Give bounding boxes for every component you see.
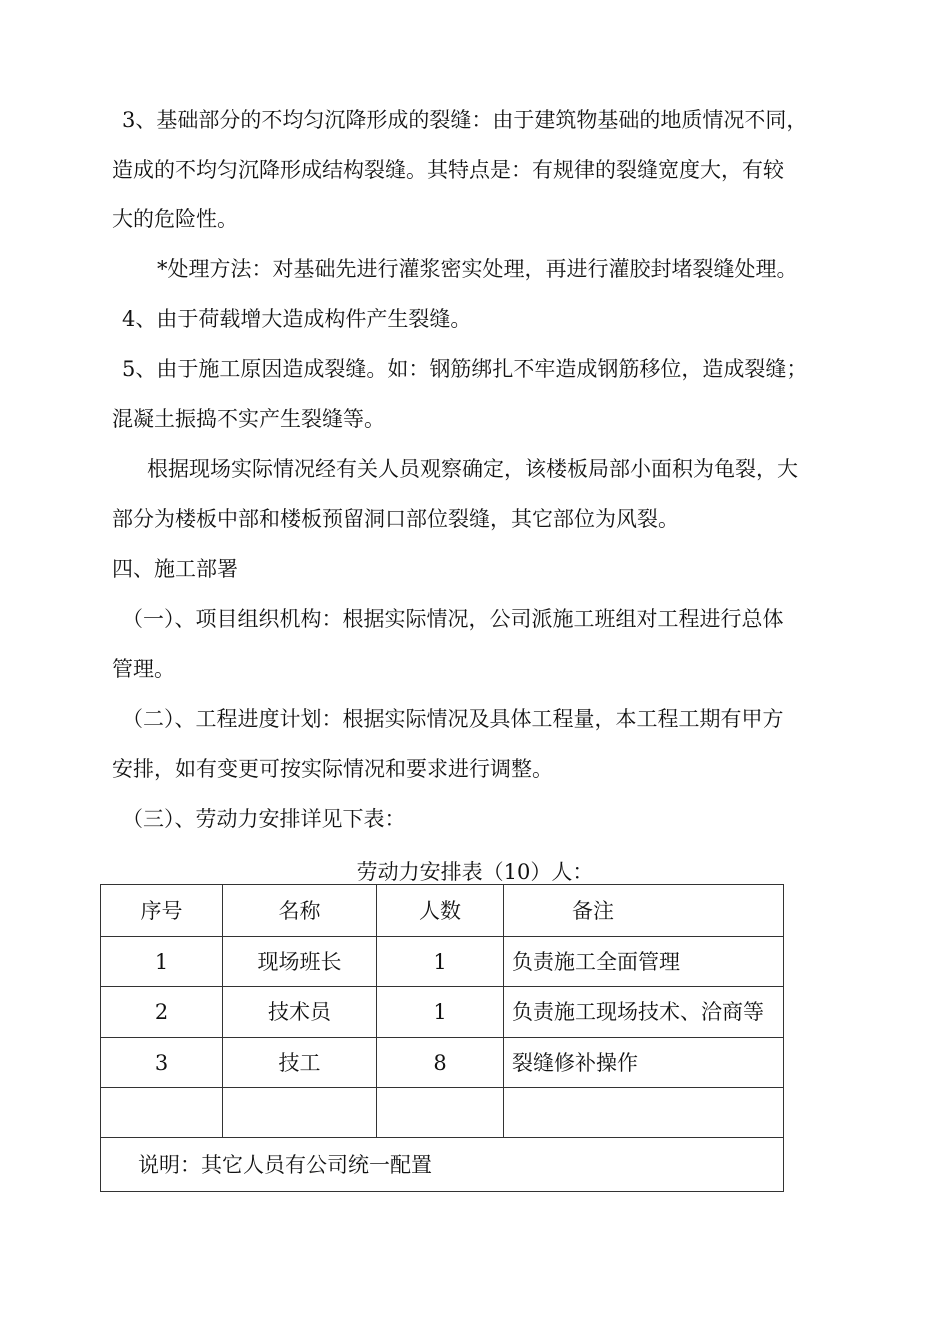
row-count: 1 [377,937,504,987]
paragraph-line-4: *处理方法：对基础先进行灌浆密实处理，再进行灌胶封堵裂缝处理。 [157,257,798,281]
paragraph-line-6: 5、由于施工原因造成裂缝。如：钢筋绑扎不牢造成钢筋移位，造成裂缝； [122,357,808,381]
row-count [377,1088,504,1138]
section-heading: 四、施工部署 [112,557,238,581]
paragraph-line-7: 混凝土振捣不实产生裂缝等。 [112,407,385,431]
row-name: 技工 [223,1038,377,1088]
row-name: 技术员 [223,987,377,1038]
header-name: 名称 [223,885,377,937]
header-count: 人数 [377,885,504,937]
table-note-row [101,1138,784,1192]
paragraph-line-11: （一）、项目组织机构：根据实际情况，公司派施工班组对工程进行总体 [122,607,784,631]
header-index: 序号 [101,885,223,937]
table-caption: 劳动力安排表（10）人： [356,860,594,884]
row-index: 3 [101,1038,223,1088]
paragraph-line-9: 部分为楼板中部和楼板预留洞口部位裂缝，其它部位为风裂。 [112,507,679,531]
table-row [101,987,784,1038]
row-count: 1 [377,987,504,1038]
row-count: 8 [377,1038,504,1088]
labor-table [100,884,784,1192]
table-header-row [101,885,784,937]
paragraph-line-2: 造成的不均匀沉降形成结构裂缝。其特点是：有规律的裂缝宽度大，有较 [112,158,784,182]
row-name: 现场班长 [223,937,377,987]
row-remarks [504,1088,784,1138]
row-remarks: 负责施工全面管理 [504,937,784,987]
paragraph-line-15: （三）、劳动力安排详见下表： [122,807,406,831]
table-row-empty [101,1088,784,1138]
row-index [101,1088,223,1138]
paragraph-line-14: 安排，如有变更可按实际情况和要求进行调整。 [112,757,553,781]
row-remarks: 裂缝修补操作 [504,1038,784,1088]
paragraph-line-12: 管理。 [112,657,175,681]
row-index: 1 [101,937,223,987]
paragraph-line-1: 3、基础部分的不均匀沉降形成的裂缝：由于建筑物基础的地质情况不同， [122,108,808,132]
table-row [101,1038,784,1088]
table-note: 说明：其它人员有公司统一配置 [101,1138,784,1192]
row-remarks: 负责施工现场技术、洽商等 [504,987,784,1038]
table-row [101,937,784,987]
paragraph-line-8: 根据现场实际情况经有关人员观察确定，该楼板局部小面积为龟裂，大 [147,457,798,481]
paragraph-line-5: 4、由于荷载增大造成构件产生裂缝。 [122,307,472,331]
header-remarks: 备注 [504,885,784,937]
paragraph-line-13: （二）、工程进度计划：根据实际情况及具体工程量，本工程工期有甲方 [122,707,784,731]
row-index: 2 [101,987,223,1038]
row-name [223,1088,377,1138]
paragraph-line-3: 大的危险性。 [112,207,238,231]
